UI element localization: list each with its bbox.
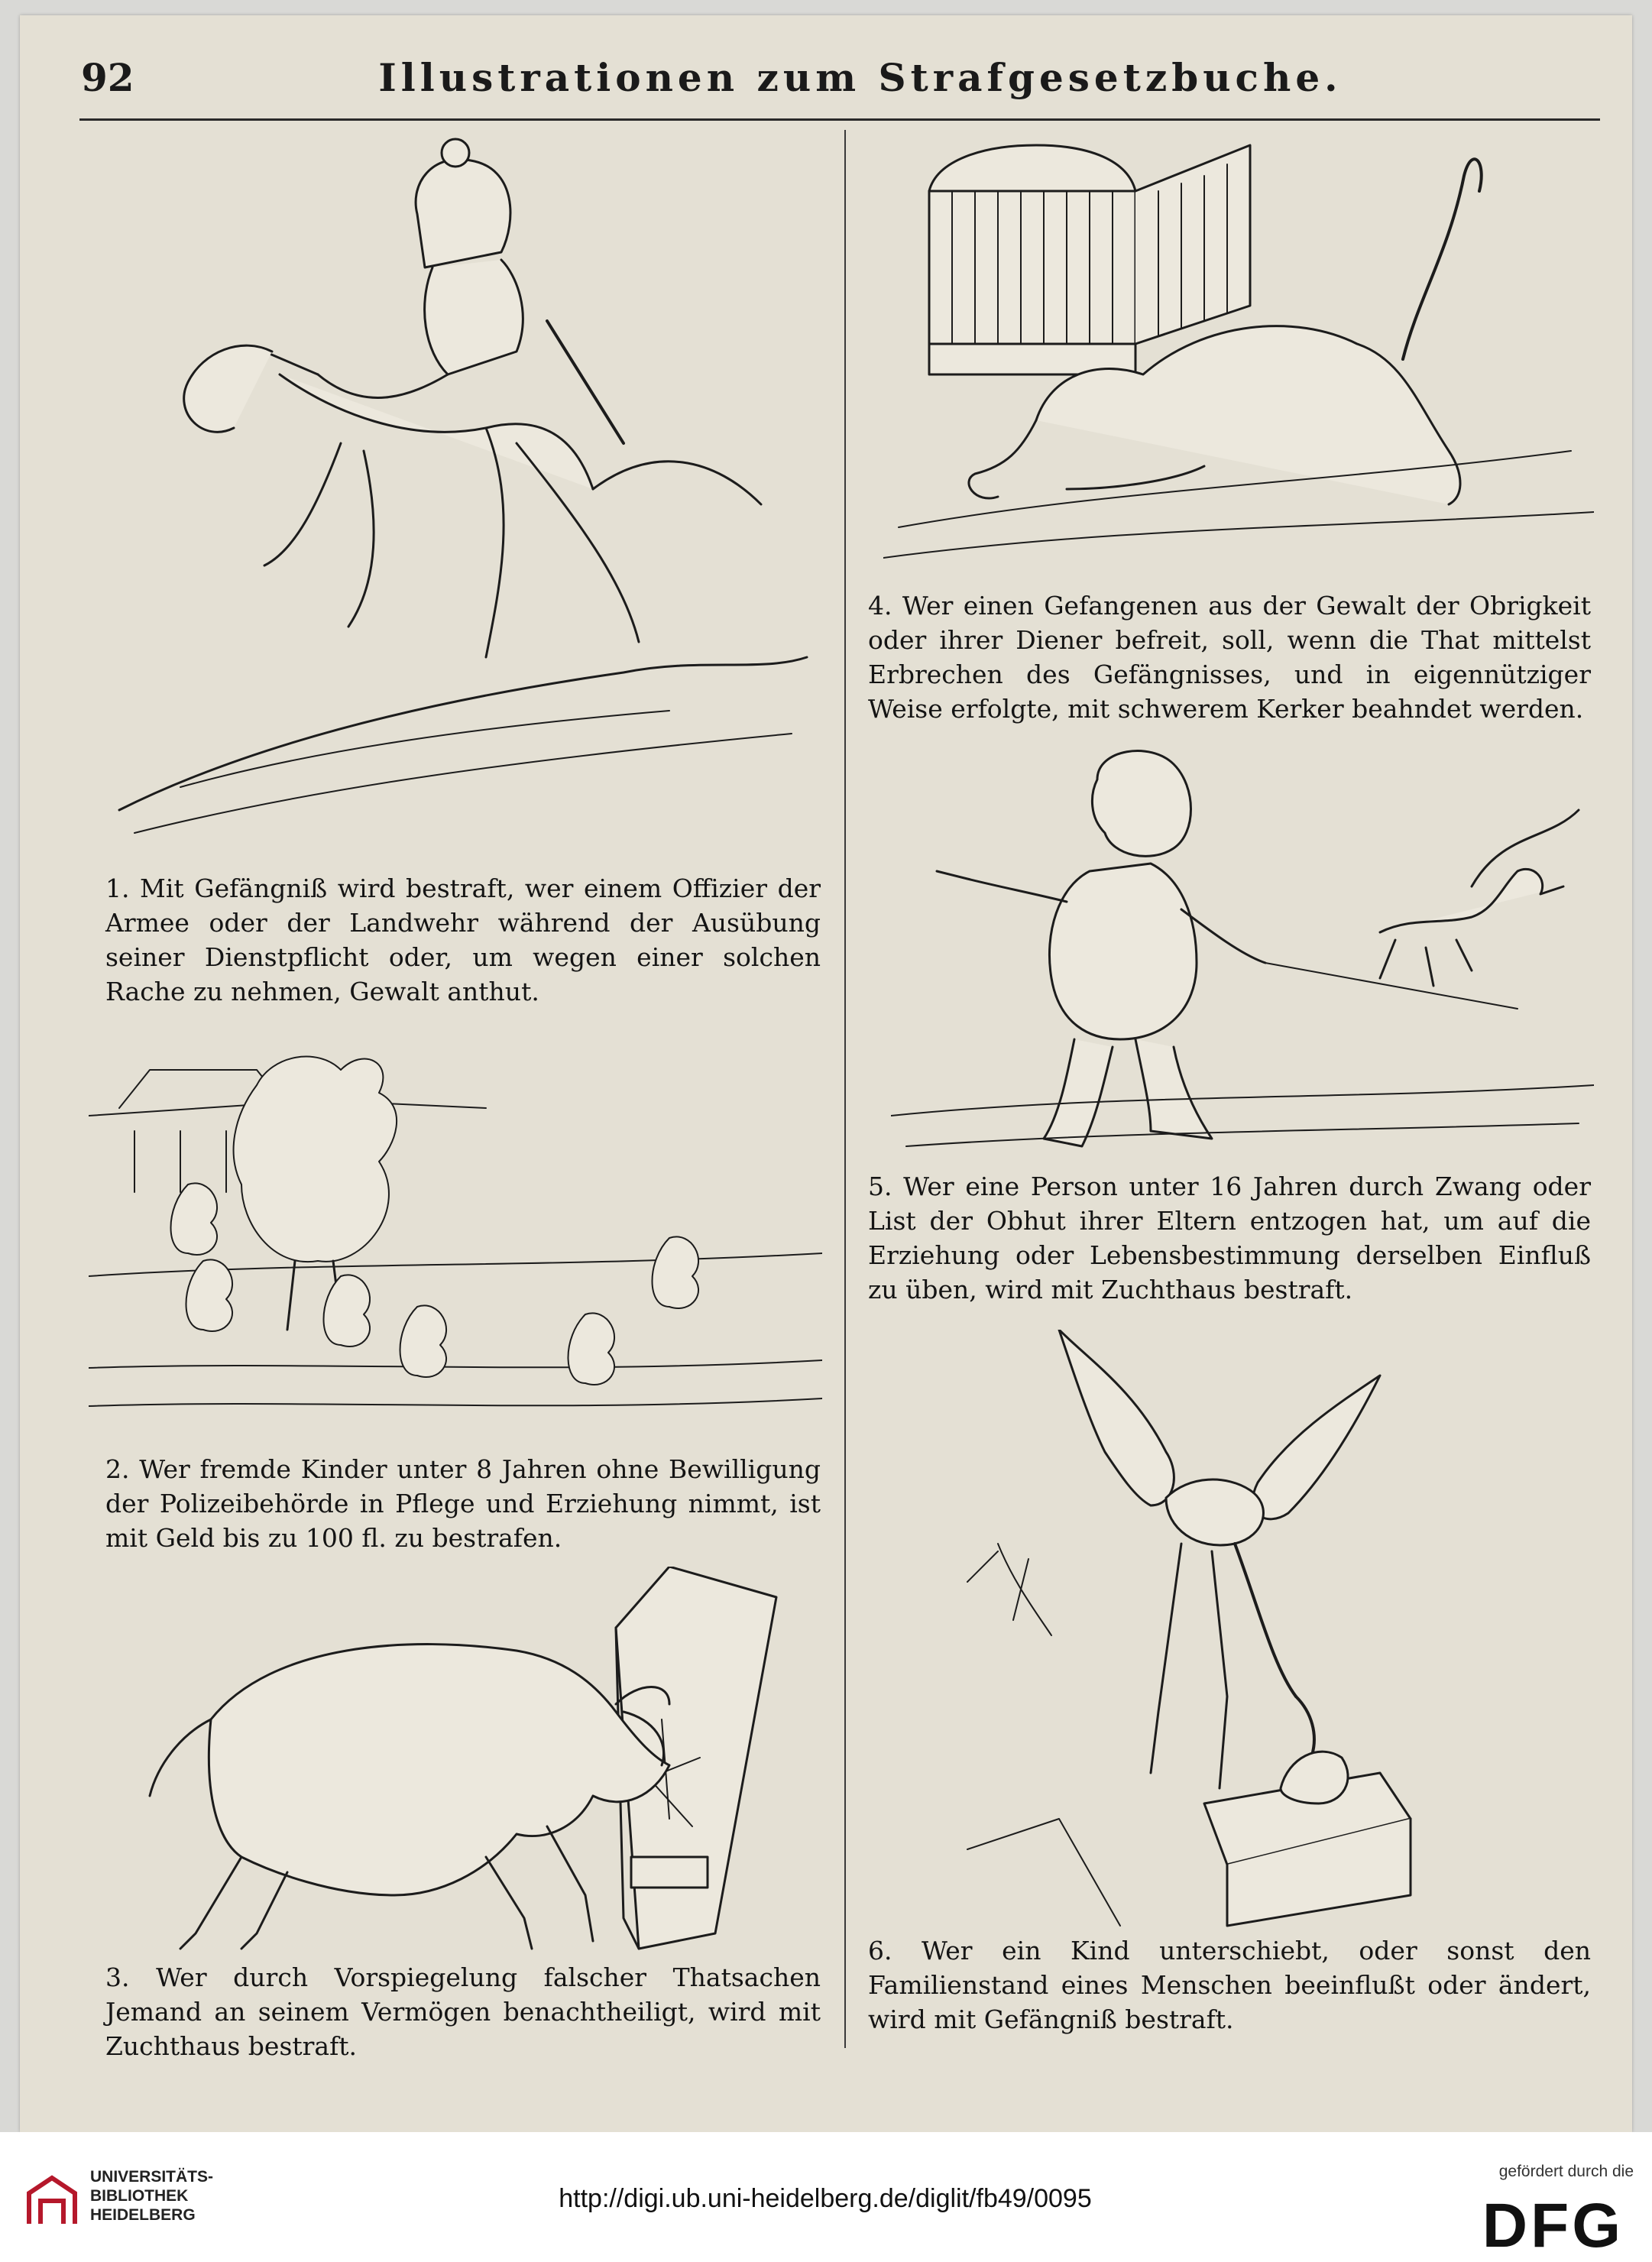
- illustration-cat-cage: [883, 130, 1594, 573]
- illustration-stork-chimney: [937, 1330, 1563, 1941]
- funded-by-label: gefördert durch die: [1498, 2163, 1634, 2180]
- caption-1: 1. Mit Gefängniß wird bestraft, wer einem Offizier der Armee oder der Landwehr während der Ausübung seiner Dienstpflicht oder, um wegen einer solchen Rache zu nehmen, Gewalt anthut.: [105, 873, 821, 1006]
- illustration-goat-mirror: [89, 1567, 822, 1964]
- page-title: Illustrationen zum Strafgesetzbuche.: [378, 55, 1343, 100]
- library-name: [90, 2167, 213, 2225]
- column-divider: [844, 130, 846, 2048]
- page-number: 92: [81, 55, 134, 100]
- caption-3: 3. Wer durch Vorspiegelung falscher Thatsachen Jemand an seinem Vermögen benachtheiligt, wird mit Zuchthaus bestraft.: [105, 1962, 821, 2061]
- library-name-line-2: BIBLIOTHEK: [90, 2187, 189, 2205]
- permalink-url[interactable]: http://digi.ub.uni-heidelberg.de/diglit/fb49/0095: [559, 2184, 1092, 2213]
- caption-4: 4. Wer einen Gefangenen aus der Gewalt der Obrigkeit oder ihrer Diener befreit, soll, wenn die That mittelst Erbrechen des Gefängnisses, und in eigennütziger Weise erfolgte, mit schwerem Kerker beahndet werden.: [868, 591, 1591, 724]
- caption-5: 5. Wer eine Person unter 16 Jahren durch Zwang oder List der Obhut ihrer Eltern entzogen hat, um auf die Erziehung oder Lebensbestimmung derselben Einfluß zu üben, wird mit Zuchthaus bestraft.: [868, 1172, 1591, 1304]
- library-name-line-1: UNIVERSITÄTS-: [90, 2168, 214, 2186]
- illustration-rider-on-horse: [89, 122, 822, 856]
- university-library-logo-icon: [21, 2170, 83, 2231]
- scanned-page: [20, 15, 1632, 2132]
- illustration-hen-ducklings: [89, 1039, 822, 1444]
- library-name-line-3: HEIDELBERG: [90, 2206, 196, 2224]
- header-rule: [79, 118, 1600, 121]
- caption-6: 6. Wer ein Kind unterschiebt, oder sonst den Familienstand eines Menschen beeinflußt oder ändert, wird mit Gefängniß bestraft.: [868, 1936, 1591, 2034]
- dfg-logo: DFG: [1482, 2191, 1624, 2260]
- digitization-footer: [0, 2132, 1652, 2262]
- illustration-man-dog: [891, 734, 1594, 1162]
- caption-2: 2. Wer fremde Kinder unter 8 Jahren ohne Bewilligung der Polizeibehörde in Pflege und Erziehung nimmt, ist mit Geld bis zu 100 fl. zu bestrafen.: [105, 1454, 821, 1553]
